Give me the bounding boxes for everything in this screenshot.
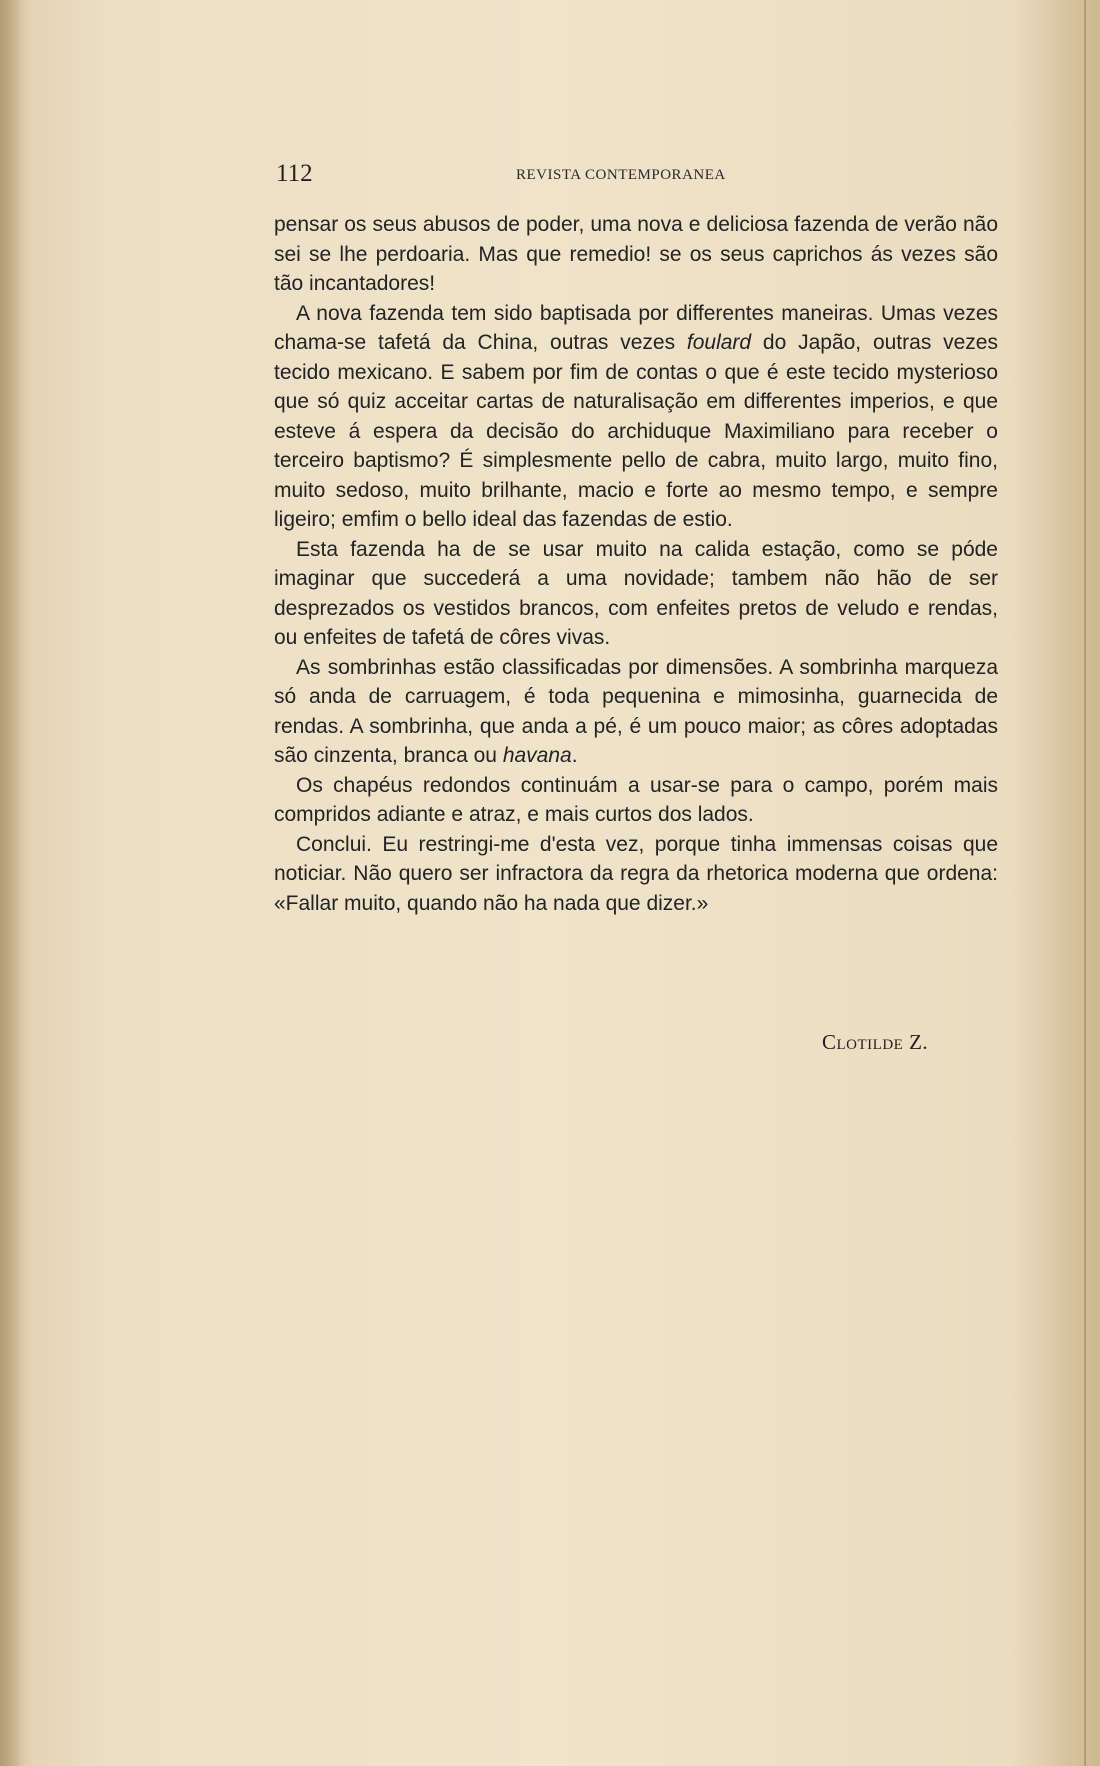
paragraph-text: Os chapéus redondos continuám a usar-se para o campo, porém mais compridos adiante e atraz, e mais curtos dos lados. bbox=[274, 773, 998, 826]
spine-shadow bbox=[0, 0, 22, 1766]
page-number: 112 bbox=[276, 160, 313, 187]
italic-term: foulard bbox=[686, 331, 752, 354]
paragraph bbox=[274, 210, 998, 299]
paragraph bbox=[274, 771, 998, 830]
paragraph-text: A nova fazenda tem sido baptisada por differentes maneiras. Umas vezes chama-se tafetá da China, outras vezes bbox=[274, 301, 998, 354]
page-edge bbox=[1084, 0, 1086, 1766]
paragraph bbox=[274, 535, 998, 653]
paragraph-text: pensar os seus abusos de poder, uma nova e deliciosa fazenda de verão não sei se lhe perdoaria. Mas que remedio! se os seus caprichos ás vezes são tão incantadores! bbox=[274, 213, 998, 295]
paragraph-text: do Japão, outras vezes tecido mexicano. E sabem por fim de contas o que é este tecido mysterioso que só quiz acceitar cartas de naturalisação em differentes imperios, e que esteve á espera da decisão do archiduque Maximiliano para receber o terceiro baptismo? É simplesmente pello de cabra, muito largo, muito fino, muito sedoso, muito brilhante, macio e forte ao mesmo tempo, e sempre ligeiro; emfim o bello ideal das fazendas de estio. bbox=[274, 331, 998, 531]
author-signature: Clotilde Z. bbox=[822, 1030, 929, 1054]
paragraph bbox=[274, 830, 998, 919]
paragraph bbox=[274, 299, 998, 535]
paragraph-text: Conclui. Eu restringi-me d'esta vez, porque tinha immensas coisas que noticiar. Não quero ser infractora da regra da rhetorica moderna que ordena: «Fallar muito, quando não ha nada que dizer.» bbox=[274, 832, 998, 915]
article-body bbox=[274, 210, 998, 918]
paragraph bbox=[274, 653, 998, 771]
italic-term: havana bbox=[502, 744, 572, 767]
paragraph-text: Esta fazenda ha de se usar muito na calida estação, como se póde imaginar que succederá a uma novidade; tambem não hão de ser desprezados os vestidos brancos, com enfeites pretos de veludo e rendas, ou enfeites de tafetá de côres vivas. bbox=[274, 537, 998, 649]
running-title: REVISTA CONTEMPORANEA bbox=[516, 167, 726, 183]
paragraph-text: . bbox=[571, 744, 578, 767]
paragraph-text: As sombrinhas estão classificadas por dimensões. A sombrinha marqueza só anda de carruagem, é toda pequenina e mimosinha, guarnecida de rendas. A sombrinha, que anda a pé, é um pouco maior; as côres adoptadas são cinzenta, branca ou bbox=[274, 655, 998, 767]
page-header bbox=[276, 160, 996, 190]
